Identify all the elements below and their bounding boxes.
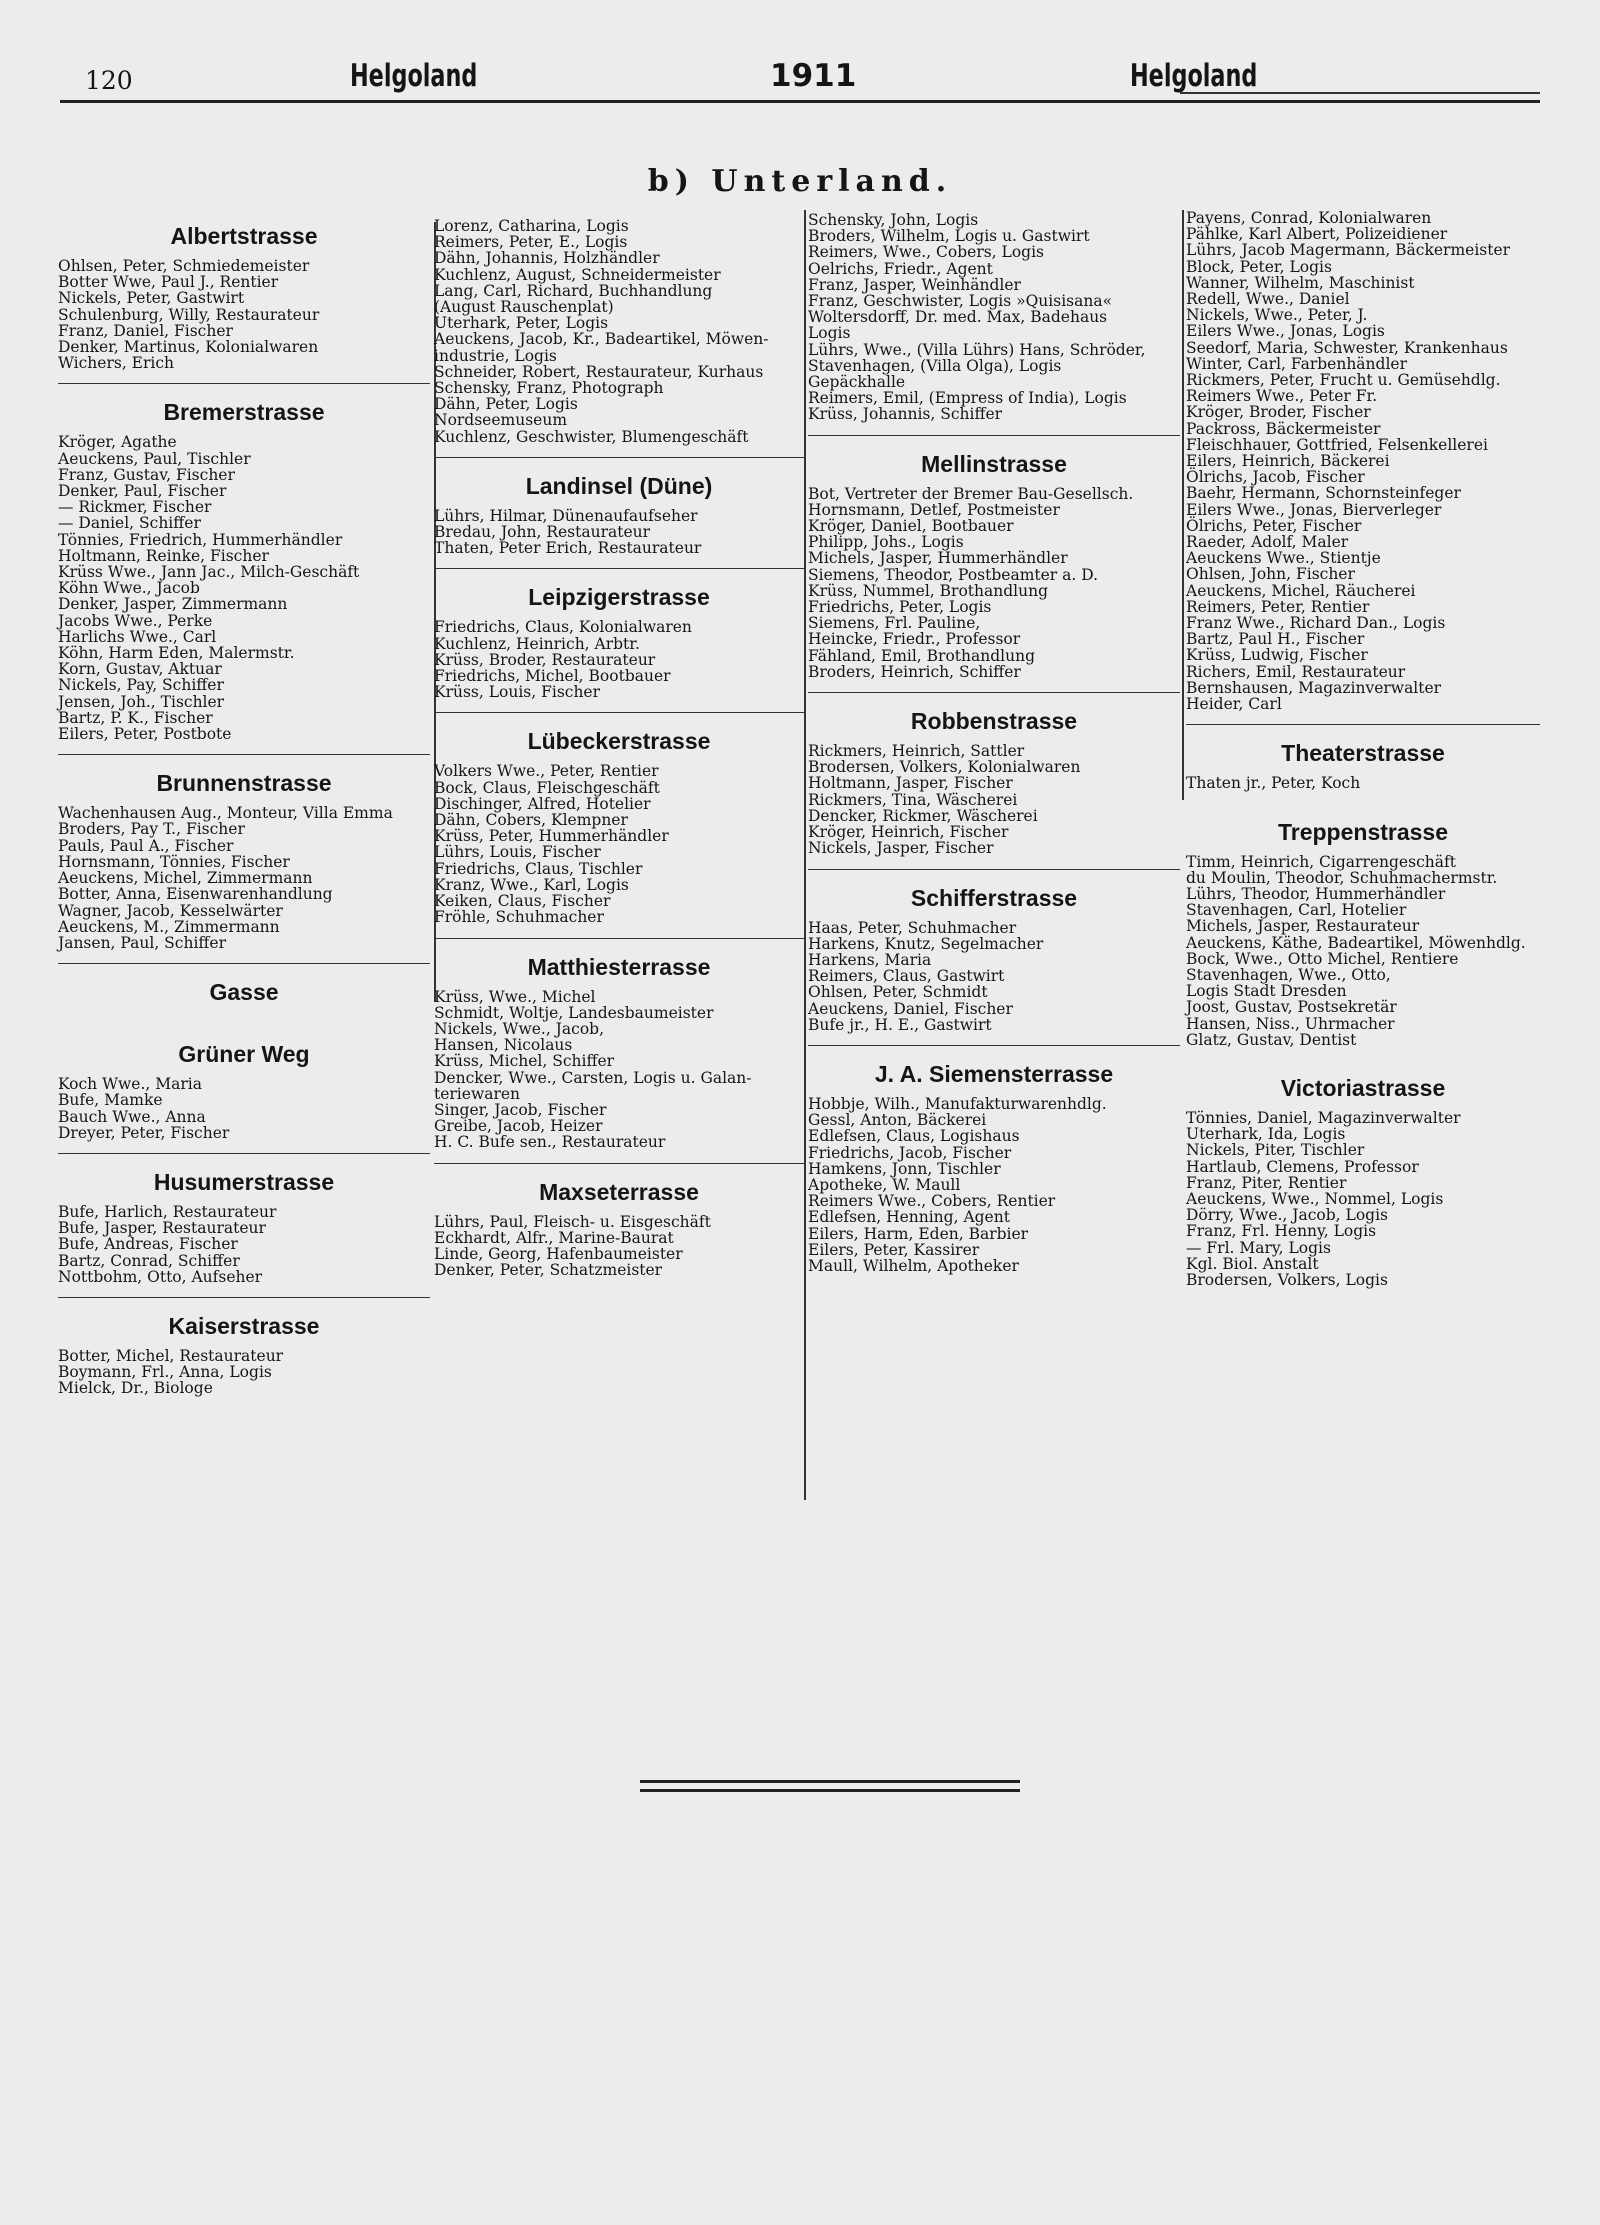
resident-entry: Aeuckens, Jacob, Kr., Badeartikel, Möwen-: [434, 330, 769, 349]
resident-entry: Holtmann, Jasper, Fischer: [808, 774, 1013, 793]
resident-entry: H. C. Bufe sen., Restaurateur: [434, 1133, 666, 1152]
section-separator: [434, 457, 804, 458]
section-separator: [808, 435, 1180, 436]
resident-entry: Franz, Geschwister, Logis »Quisisana«: [808, 292, 1113, 311]
resident-entry: Friedrichs, Claus, Kolonialwaren: [434, 618, 692, 637]
street-title: Husumerstrasse: [153, 1168, 335, 1195]
street-section-matthiesterrasse: [434, 953, 804, 1151]
resident-entry: Friedrichs, Michel, Bootbauer: [434, 667, 671, 686]
resident-entry: Stavenhagen, (Villa Olga), Logis: [808, 356, 1062, 375]
street-title: Kaiserstrasse: [168, 1312, 320, 1339]
resident-entry: Franz Wwe., Richard Dan., Logis: [1186, 614, 1446, 633]
resident-entry: Dähn, Peter, Logis: [434, 395, 578, 414]
resident-entry: Broders, Pay T., Fischer: [58, 820, 245, 839]
resident-entry: — Daniel, Schiffer: [58, 514, 201, 533]
resident-entry: Redell, Wwe., Daniel: [1186, 290, 1350, 309]
resident-entry: Glatz, Gustav, Dentist: [1186, 1030, 1357, 1049]
resident-entry: Edlefsen, Claus, Logishaus: [808, 1127, 1020, 1146]
directory-column-2: [434, 218, 804, 1278]
resident-entry: Reimers, Peter, Rentier: [1186, 597, 1370, 616]
resident-entry: Maull, Wilhelm, Apotheker: [808, 1256, 1019, 1275]
resident-entry: Woltersdorff, Dr. med. Max, Badehaus: [808, 308, 1108, 327]
resident-entry: Edlefsen, Henning, Agent: [808, 1208, 1010, 1227]
resident-entry: Korn, Gustav, Aktuar: [58, 660, 222, 679]
resident-entry: Hornsmann, Tönnies, Fischer: [58, 852, 290, 871]
column-divider: [804, 210, 806, 1500]
resident-entry: Bartz, Paul H., Fischer: [1186, 630, 1365, 649]
resident-entry: Krüss, Louis, Fischer: [434, 683, 601, 702]
resident-entry: Dähn, Johannis, Holzhändler: [434, 249, 660, 268]
resident-entry: Friedrichs, Jacob, Fischer: [808, 1143, 1012, 1162]
street-title: Grüner Weg: [178, 1041, 310, 1068]
resident-entry: Pauls, Paul A., Fischer: [58, 836, 234, 855]
resident-entry: Reimers Wwe., Peter Fr.: [1186, 387, 1378, 406]
street-section-mellinstrasse: [808, 450, 1180, 680]
resident-entry: Payens, Conrad, Kolonialwaren: [1186, 209, 1432, 227]
resident-entry: Lang, Carl, Richard, Buchhandlung: [434, 281, 713, 300]
resident-entry: teriewaren: [434, 1084, 521, 1103]
resident-entry: Lührs, Paul, Fleisch- u. Eisgeschäft: [434, 1212, 711, 1231]
resident-entry: Seedorf, Maria, Schwester, Krankenhaus: [1186, 338, 1508, 357]
resident-entry: Nottbohm, Otto, Aufseher: [58, 1267, 263, 1286]
resident-entry: Stavenhagen, Wwe., Otto,: [1186, 965, 1391, 984]
resident-entry: Mielck, Dr., Biologe: [58, 1379, 213, 1398]
column-divider: [1182, 210, 1184, 800]
resident-entry: Aeuckens, M., Zimmermann: [58, 917, 280, 936]
resident-entry: Brodersen, Volkers, Logis: [1186, 1270, 1388, 1289]
resident-entry: Lührs, Theodor, Hummerhändler: [1186, 884, 1446, 903]
resident-entry: Krüss, Wwe., Michel: [434, 987, 596, 1006]
section-separator: [58, 1297, 430, 1298]
resident-entry: Oelrichs, Friedr., Agent: [808, 259, 993, 278]
resident-entry: Raeder, Adolf, Maler: [1186, 533, 1349, 552]
resident-entry: Lührs, Wwe., (Villa Lührs) Hans, Schröder,: [808, 340, 1146, 359]
section-separator: [808, 1045, 1180, 1046]
street-title: Landinsel (Düne): [525, 472, 713, 499]
resident-entry: Gepäckhalle: [808, 373, 906, 392]
resident-entry: Kröger, Agathe: [58, 433, 177, 452]
resident-entry: Singer, Jacob, Fischer: [434, 1100, 607, 1119]
resident-entry: Bock, Wwe., Otto Michel, Rentiere: [1186, 949, 1459, 968]
resident-entry: Botter, Michel, Restaurateur: [58, 1346, 284, 1365]
resident-entry: Franz, Frl. Henny, Logis: [1186, 1222, 1377, 1241]
resident-entry: Dreyer, Peter, Fischer: [58, 1123, 230, 1142]
resident-entry: Nickels, Wwe., Jacob,: [434, 1019, 605, 1038]
resident-entry: Dähn, Cobers, Klempner: [434, 811, 628, 830]
resident-entry: Krüss, Michel, Schiffer: [434, 1052, 615, 1071]
resident-entry: Krüss, Broder, Restaurateur: [434, 650, 656, 669]
street-section-bremerstrasse: [58, 398, 430, 742]
page-number: 120: [85, 66, 133, 95]
resident-entry: Kranz, Wwe., Karl, Logis: [434, 875, 629, 894]
resident-entry: Tönnies, Friedrich, Hummerhändler: [58, 530, 343, 549]
resident-entry: Jensen, Joh., Tischler: [58, 692, 225, 711]
resident-entry: Wagner, Jacob, Kesselwärter: [58, 901, 283, 920]
resident-entry: Schensky, Franz, Photograph: [434, 379, 664, 398]
resident-entry: Franz, Jasper, Weinhändler: [808, 275, 1021, 294]
resident-entry: Kuchlenz, Geschwister, Blumengeschäft: [434, 427, 749, 446]
resident-entry: — Rickmer, Fischer: [58, 498, 212, 517]
resident-entry: Broders, Heinrich, Schiffer: [808, 662, 1021, 681]
continued-section: [808, 212, 1180, 423]
street-section-gruner-weg: [58, 1040, 430, 1141]
street-title: Lübeckerstrasse: [527, 728, 711, 755]
resident-entry: Stavenhagen, Carl, Hotelier: [1186, 901, 1407, 920]
resident-entry: Köhn Wwe., Jacob: [58, 579, 200, 598]
street-title: J. A. Siemensterrasse: [874, 1060, 1114, 1087]
resident-entry: Denker, Martinus, Kolonialwaren: [58, 338, 319, 357]
resident-entry: Bufe, Mamke: [58, 1091, 163, 1110]
resident-entry: Aeuckens, Paul, Tischler: [58, 449, 251, 468]
resident-entry: Aeuckens, Michel, Räucherei: [1186, 581, 1416, 600]
resident-entry: Pählke, Karl Albert, Polizeidiener: [1186, 225, 1448, 244]
resident-entry: Lorenz, Catharina, Logis: [434, 217, 629, 235]
resident-entry: Timm, Heinrich, Cigarrengeschäft: [1186, 852, 1456, 871]
street-section-landinsel-dune: [434, 472, 804, 557]
section-separator: [58, 754, 430, 755]
resident-entry: Kuchlenz, August, Schneidermeister: [434, 265, 721, 284]
resident-entry: Hansen, Nicolaus: [434, 1036, 573, 1055]
resident-entry: Reimers, Wwe., Cobers, Logis: [808, 243, 1045, 262]
resident-entry: Michels, Jasper, Hummerhändler: [808, 549, 1068, 568]
resident-entry: Kröger, Broder, Fischer: [1186, 403, 1371, 422]
street-section-lubeckerstrasse: [434, 727, 804, 925]
street-title: Leipzigerstrasse: [528, 584, 710, 611]
resident-entry: Franz, Gustav, Fischer: [58, 465, 235, 484]
resident-entry: Dörry, Wwe., Jacob, Logis: [1186, 1206, 1388, 1225]
street-title: Brunnenstrasse: [156, 770, 332, 797]
street-title: Mellinstrasse: [921, 450, 1067, 477]
street-section-kaiserstrasse: [58, 1312, 430, 1397]
resident-entry: Bredau, John, Restaurateur: [434, 523, 651, 542]
section-separator: [434, 568, 804, 569]
resident-entry: Bernshausen, Magazinverwalter: [1186, 678, 1442, 697]
resident-entry: Block, Peter, Logis: [1186, 257, 1332, 276]
street-section-victoriastrasse: [1186, 1074, 1540, 1288]
street-title: Treppenstrasse: [1277, 818, 1449, 845]
resident-entry: Bartz, P. K., Fischer: [58, 708, 213, 727]
resident-entry: Keiken, Claus, Fischer: [434, 892, 611, 911]
section-gap: [1186, 792, 1540, 818]
resident-entry: du Moulin, Theodor, Schuhmachermstr.: [1186, 868, 1498, 887]
resident-entry: Krüss, Peter, Hummerhändler: [434, 827, 669, 846]
resident-entry: Rickmers, Peter, Frucht u. Gemüsehdlg.: [1186, 371, 1501, 390]
header-year: 1911: [770, 58, 857, 94]
resident-entry: Eckhardt, Alfr., Marine-Baurat: [434, 1228, 674, 1247]
directory-column-4: [1186, 210, 1540, 1288]
resident-entry: Schmidt, Woltje, Landesbaumeister: [434, 1003, 714, 1022]
resident-entry: Bufe, Andreas, Fischer: [58, 1235, 238, 1254]
section-separator: [58, 1153, 430, 1154]
section-separator: [808, 869, 1180, 870]
header-left-title: Helgoland: [350, 58, 478, 94]
street-section-husumerstrasse: [58, 1168, 430, 1285]
street-title: Theaterstrasse: [1281, 740, 1445, 767]
street-section-schifferstrasse: [808, 884, 1180, 1033]
resident-entry: Reimers, Peter, E., Logis: [434, 233, 628, 252]
section-separator: [1186, 724, 1540, 725]
resident-entry: Harkens, Maria: [808, 950, 932, 969]
street-title: Bremerstrasse: [163, 399, 325, 426]
resident-entry: Thaten jr., Peter, Koch: [1186, 774, 1361, 793]
street-title: Schifferstrasse: [910, 884, 1078, 911]
resident-entry: Krüss, Nummel, Brothandlung: [808, 581, 1048, 600]
resident-entry: Aeuckens, Daniel, Fischer: [808, 999, 1013, 1018]
resident-entry: Reimers, Claus, Gastwirt: [808, 967, 1005, 986]
street-section-albertstrasse: [58, 222, 430, 371]
resident-entry: Reimers, Emil, (Empress of India), Logis: [808, 389, 1127, 408]
resident-entry: Michels, Jasper, Restaurateur: [1186, 917, 1420, 936]
header-rule: [60, 100, 1540, 103]
street-section-gasse: [58, 978, 430, 1006]
section-separator: [58, 963, 430, 964]
resident-entry: Fröhle, Schuhmacher: [434, 908, 604, 927]
section-separator: [808, 692, 1180, 693]
resident-entry: — Frl. Mary, Logis: [1186, 1238, 1331, 1257]
resident-entry: Heider, Carl: [1186, 695, 1282, 714]
directory-column-1: [58, 222, 430, 1397]
resident-entry: Bartz, Conrad, Schiffer: [58, 1251, 240, 1270]
resident-entry: Eilers, Harm, Eden, Barbier: [808, 1224, 1029, 1243]
resident-entry: Kgl. Biol. Anstalt: [1186, 1254, 1319, 1273]
resident-entry: Hartlaub, Clemens, Professor: [1186, 1157, 1419, 1176]
resident-entry: Bufe jr., H. E., Gastwirt: [808, 1015, 992, 1034]
resident-entry: Logis Stadt Dresden: [1186, 982, 1347, 1001]
resident-entry: Harkens, Knutz, Segelmacher: [808, 934, 1044, 953]
street-title: Maxseterrasse: [539, 1178, 699, 1205]
resident-entry: Denker, Peter, Schatzmeister: [434, 1261, 663, 1280]
resident-entry: Aeuckens, Käthe, Badeartikel, Möwenhdlg.: [1186, 933, 1526, 952]
resident-entry: Apotheke, W. Maull: [808, 1175, 961, 1194]
resident-entry: Dischinger, Alfred, Hotelier: [434, 794, 651, 813]
resident-entry: Eilers, Heinrich, Bäckerei: [1186, 452, 1390, 471]
resident-entry: Baehr, Hermann, Schornsteinfeger: [1186, 484, 1461, 503]
resident-entry: Wachenhausen Aug., Monteur, Villa Emma: [58, 804, 393, 823]
resident-entry: Packross, Bäckermeister: [1186, 419, 1381, 438]
resident-entry: Kröger, Heinrich, Fischer: [808, 823, 1009, 842]
resident-entry: Brodersen, Volkers, Kolonialwaren: [808, 758, 1081, 777]
resident-entry: Hobbje, Wilh., Manufakturwarenhdlg.: [808, 1094, 1107, 1113]
resident-entry: industrie, Logis: [434, 346, 557, 365]
resident-entry: Rickmers, Tina, Wäscherei: [808, 790, 1018, 809]
resident-entry: Bock, Claus, Fleischgeschäft: [434, 778, 660, 797]
resident-entry: Schneider, Robert, Restaurateur, Kurhaus: [434, 362, 764, 381]
resident-entry: Uterhark, Ida, Logis: [1186, 1125, 1346, 1144]
resident-entry: Heincke, Friedr., Professor: [808, 630, 1021, 649]
section-separator: [434, 712, 804, 713]
resident-entry: Eilers, Peter, Kassirer: [808, 1240, 980, 1259]
resident-entry: Jansen, Paul, Schiffer: [58, 933, 227, 952]
resident-entry: Hamkens, Jonn, Tischler: [808, 1159, 1001, 1178]
resident-entry: Denker, Jasper, Zimmermann: [58, 595, 288, 614]
resident-entry: Eilers Wwe., Jonas, Bierverleger: [1186, 500, 1442, 519]
directory-column-3: [808, 212, 1180, 1274]
resident-entry: Botter Wwe, Paul J., Rentier: [58, 273, 279, 292]
resident-entry: Krüss Wwe., Jann Jac., Milch-Geschäft: [58, 563, 360, 582]
resident-entry: Aeuckens, Michel, Zimmermann: [58, 869, 313, 888]
resident-entry: Aeuckens Wwe., Stientje: [1186, 549, 1381, 568]
resident-entry: Ohlsen, Peter, Schmidt: [808, 983, 988, 1002]
resident-entry: Bufe, Harlich, Restaurateur: [58, 1202, 277, 1221]
resident-entry: Nickels, Peter, Gastwirt: [58, 289, 245, 308]
street-title: Robbenstrasse: [910, 708, 1078, 735]
resident-entry: Thaten, Peter Erich, Restaurateur: [434, 539, 702, 558]
section-separator: [434, 938, 804, 939]
resident-entry: Ohlsen, Peter, Schmiedemeister: [58, 257, 310, 275]
footer-double-rule: [640, 1780, 1020, 1792]
resident-entry: Botter, Anna, Eisenwarenhandlung: [58, 885, 333, 904]
resident-entry: Franz, Piter, Rentier: [1186, 1173, 1347, 1192]
resident-entry: Boymann, Frl., Anna, Logis: [58, 1363, 272, 1382]
resident-entry: Reimers Wwe., Cobers, Rentier: [808, 1192, 1056, 1211]
resident-entry: Wichers, Erich: [58, 354, 175, 373]
street-section-theaterstrasse: [1186, 739, 1540, 791]
resident-entry: Siemens, Frl. Pauline,: [808, 614, 981, 633]
street-section-maxseterrasse: [434, 1178, 804, 1279]
street-section-treppenstrasse: [1186, 818, 1540, 1048]
resident-entry: Haas, Peter, Schuhmacher: [808, 918, 1017, 937]
resident-entry: Lührs, Hilmar, Dünenaufaufseher: [434, 506, 698, 525]
section-gap: [58, 1014, 430, 1040]
resident-entry: Bot, Vertreter der Bremer Bau-Gesellsch.: [808, 484, 1134, 503]
resident-entry: Broders, Wilhelm, Logis u. Gastwirt: [808, 227, 1090, 246]
resident-entry: Rickmers, Heinrich, Sattler: [808, 742, 1025, 761]
resident-entry: Nordseemuseum: [434, 411, 568, 430]
resident-entry: Harlichs Wwe., Carl: [58, 627, 217, 646]
resident-entry: Eilers Wwe., Jonas, Logis: [1186, 322, 1385, 341]
resident-entry: Schensky, John, Logis: [808, 211, 979, 229]
section-separator: [58, 383, 430, 384]
resident-entry: Köhn, Harm Eden, Malermstr.: [58, 644, 295, 663]
section-subtitle: b) Unterland.: [647, 164, 953, 199]
section-separator: [434, 1163, 804, 1164]
street-title: Victoriastrasse: [1280, 1074, 1446, 1101]
resident-entry: Friedrichs, Peter, Logis: [808, 598, 992, 617]
resident-entry: Nickels, Pay, Schiffer: [58, 676, 224, 695]
resident-entry: Gessl, Anton, Bäckerei: [808, 1111, 987, 1130]
resident-entry: Bauch Wwe., Anna: [58, 1107, 206, 1126]
resident-entry: Hansen, Niss., Uhrmacher: [1186, 1014, 1395, 1033]
resident-entry: Aeuckens, Wwe., Nommel, Logis: [1186, 1189, 1444, 1208]
resident-entry: Uterhark, Peter, Logis: [434, 314, 609, 333]
resident-entry: Krüss, Ludwig, Fischer: [1186, 646, 1368, 665]
resident-entry: Fleischhauer, Gottfried, Felsenkellerei: [1186, 435, 1488, 454]
resident-entry: Siemens, Theodor, Postbeamter a. D.: [808, 565, 1099, 584]
resident-entry: Kröger, Daniel, Bootbauer: [808, 517, 1014, 536]
resident-entry: Fähland, Emil, Brothandlung: [808, 646, 1035, 665]
resident-entry: Kuchlenz, Heinrich, Arbtr.: [434, 634, 640, 653]
resident-entry: Linde, Georg, Hafenbaumeister: [434, 1244, 683, 1263]
resident-entry: Greibe, Jacob, Heizer: [434, 1117, 603, 1136]
resident-entry: Hornsmann, Detlef, Postmeister: [808, 500, 1060, 519]
resident-entry: Ohlsen, John, Fischer: [1186, 565, 1355, 584]
resident-entry: Bufe, Jasper, Restaurateur: [58, 1219, 266, 1238]
street-section-brunnenstrasse: [58, 769, 430, 951]
resident-entry: Lührs, Jacob Magermann, Bäckermeister: [1186, 241, 1511, 260]
resident-entry: Dencker, Rickmer, Wäscherei: [808, 806, 1038, 825]
resident-entry: Friedrichs, Claus, Tischler: [434, 859, 643, 878]
resident-entry: Koch Wwe., Maria: [58, 1075, 202, 1094]
resident-entry: Dencker, Wwe., Carsten, Logis u. Galan-: [434, 1068, 752, 1087]
resident-entry: Nickels, Wwe., Peter, J.: [1186, 306, 1368, 325]
resident-entry: Philipp, Johs., Logis: [808, 533, 964, 552]
street-section-robbenstrasse: [808, 707, 1180, 856]
resident-entry: Tönnies, Daniel, Magazinverwalter: [1186, 1108, 1461, 1127]
resident-entry: Nickels, Jasper, Fischer: [808, 839, 994, 858]
resident-entry: Denker, Paul, Fischer: [58, 482, 227, 501]
continued-section: [434, 218, 804, 445]
street-title: Matthiesterrasse: [527, 953, 711, 980]
resident-entry: (August Rauschenplat): [434, 298, 614, 317]
resident-entry: Winter, Carl, Farbenhändler: [1186, 354, 1407, 373]
street-section-leipzigerstrasse: [434, 583, 804, 700]
resident-entry: Eilers, Peter, Postbote: [58, 725, 232, 744]
resident-entry: Joost, Gustav, Postsekretär: [1186, 998, 1397, 1017]
resident-entry: Lührs, Louis, Fischer: [434, 843, 601, 862]
section-gap: [1186, 1048, 1540, 1074]
header-right-title: Helgoland: [1130, 58, 1258, 94]
resident-entry: Krüss, Johannis, Schiffer: [808, 405, 1003, 424]
street-section-j-a-siemensterrasse: [808, 1060, 1180, 1274]
resident-entry: Logis: [808, 324, 851, 343]
resident-entry: Wanner, Wilhelm, Maschinist: [1186, 273, 1415, 292]
resident-entry: Nickels, Piter, Tischler: [1186, 1141, 1365, 1160]
resident-entry: Volkers Wwe., Peter, Rentier: [434, 762, 659, 781]
resident-entry: Ölrichs, Jacob, Fischer: [1186, 468, 1365, 487]
resident-entry: Ölrichs, Peter, Fischer: [1186, 516, 1362, 535]
street-title: Gasse: [209, 979, 279, 1006]
resident-entry: Franz, Daniel, Fischer: [58, 321, 233, 340]
resident-entry: Holtmann, Reinke, Fischer: [58, 546, 269, 565]
resident-entry: Jacobs Wwe., Perke: [58, 611, 213, 630]
street-title: Albertstrasse: [170, 223, 318, 249]
resident-entry: Richers, Emil, Restaurateur: [1186, 662, 1406, 681]
resident-entry: Schulenburg, Willy, Restaurateur: [58, 305, 320, 324]
continued-section: [1186, 210, 1540, 712]
